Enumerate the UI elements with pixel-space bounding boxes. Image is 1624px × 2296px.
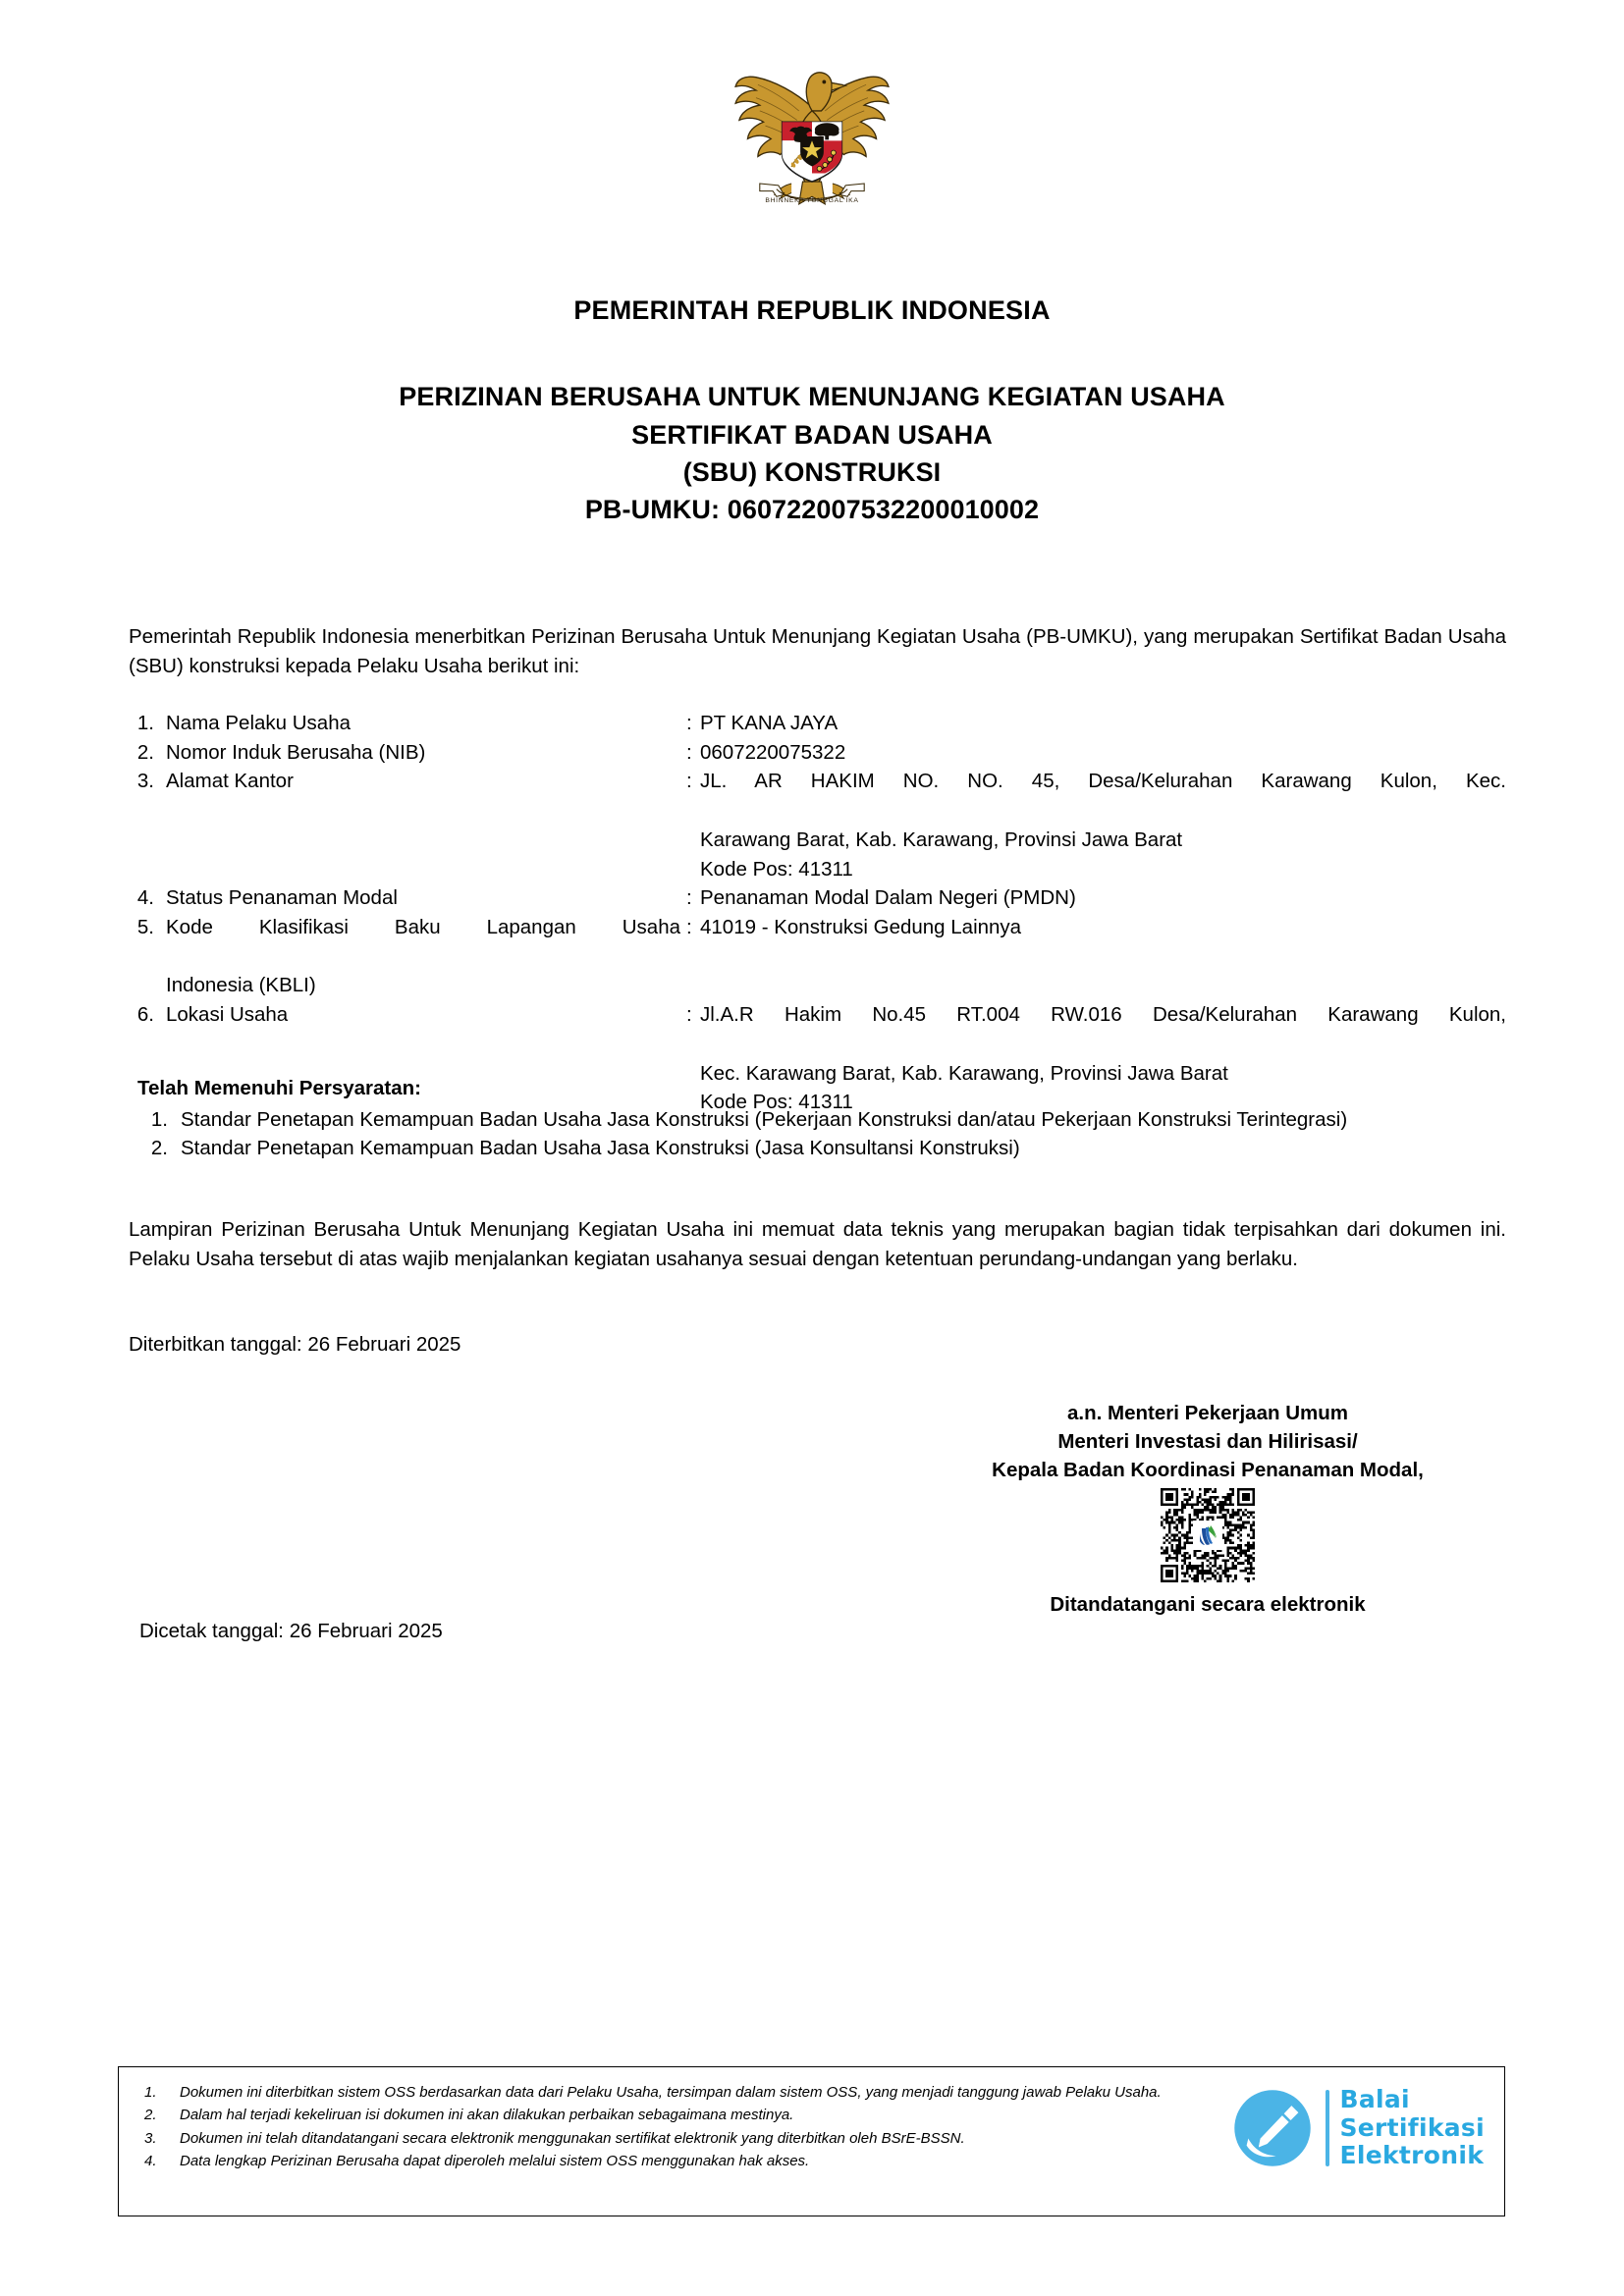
certificate-title (118, 378, 1506, 528)
detail-row-alamat-kantor (129, 767, 1506, 883)
bsre-logo (1229, 2085, 1485, 2171)
detail-number: 2. (136, 740, 154, 764)
detail-row-nib (129, 738, 1506, 768)
requirements-block (137, 1074, 1506, 1163)
emblem-motto: BHINNEKA TUNGGAL IKA (765, 197, 859, 204)
detail-label: Alamat Kantor (166, 770, 294, 793)
requirement-item (137, 1105, 1506, 1135)
detail-value-line: JL. AR HAKIM NO. NO. 45, Desa/Kelurahan Karawang Kulon, Kec. (700, 770, 1506, 793)
detail-value (700, 913, 1506, 942)
footer-note (136, 2150, 1226, 2172)
detail-row-nama-pelaku-usaha (129, 709, 1506, 738)
signature-line-2: Menteri Investasi dan Hilirisasi/ (1057, 1430, 1358, 1454)
detail-value (700, 883, 1506, 913)
oss-logo-icon (1193, 1521, 1222, 1550)
detail-value-line: Kode Pos: 41311 (700, 857, 853, 881)
detail-colon: : (686, 770, 692, 793)
detail-value-line: PT KANA JAYA (700, 712, 839, 734)
footer-note-text: Dokumen ini diterbitkan sistem OSS berdasarkan data dari Pelaku Usaha, tersimpan dalam sistem OSS, yang menjadi tanggung jawab Pelaku Usaha. (180, 2084, 1162, 2101)
bsre-divider (1326, 2090, 1329, 2166)
detail-label: Status Penanaman Modal (166, 886, 398, 910)
detail-value-line: Kec. Karawang Barat, Kab. Karawang, Provinsi Jawa Barat (700, 1061, 1228, 1085)
government-heading: PEMERINTAH REPUBLIK INDONESIA (573, 295, 1051, 325)
footer-note-number: 3. (144, 2129, 157, 2147)
detail-number-empty (129, 971, 166, 1000)
detail-number: 1. (136, 712, 154, 734)
detail-number: 4. (136, 886, 154, 910)
detail-colon: : (686, 916, 692, 939)
requirement-item (137, 1134, 1506, 1163)
detail-row-kbli-continuation (129, 971, 1506, 1000)
footer-note-number: 4. (144, 2152, 157, 2169)
detail-label: Nama Pelaku Usaha (166, 712, 352, 734)
detail-value (700, 767, 1506, 883)
bsre-word-line-1: Balai (1339, 2085, 1410, 2114)
detail-value-line: Karawang Barat, Kab. Karawang, Provinsi Jawa Barat (700, 828, 1183, 851)
qr-center-logo (1193, 1521, 1222, 1550)
intro-paragraph: Pemerintah Republik Indonesia menerbitkan Perizinan Berusaha Untuk Menunjang Kegiatan Usaha (PB-UMKU), yang merupakan Sertifikat Badan Usaha (SBU) konstruksi kepada Pelaku Usaha berikut ini: (129, 625, 1506, 678)
detail-colon: : (686, 1003, 692, 1027)
pb-umku-number: PB-UMKU: 060722007532200010002 (584, 495, 1040, 525)
detail-number: 3. (136, 770, 154, 793)
signature-qr-code[interactable] (1161, 1488, 1255, 1582)
footer-note-text: Dokumen ini telah ditandatangani secara elektronik menggunakan sertifikat elektronik yang diterbitkan oleh BSrE-BSSN. (180, 2129, 965, 2147)
garuda-pancasila-emblem (719, 43, 905, 212)
emblem-container (0, 43, 1624, 212)
detail-value-line: 41019 - Konstruksi Gedung Lainnya (700, 916, 1022, 939)
business-details-list (129, 709, 1506, 1117)
detail-number: 6. (136, 1003, 154, 1027)
signature-line-1: a.n. Menteri Pekerjaan Umum (1067, 1402, 1348, 1424)
footer-disclaimer-box (118, 2066, 1505, 2216)
detail-value-line: Jl.A.R Hakim No.45 RT.004 RW.016 Desa/Kelurahan Karawang Kulon, (700, 1003, 1506, 1027)
certificate-title-line-2: SERTIFIKAT BADAN USAHA (631, 419, 993, 450)
footer-note-text: Data lengkap Perizinan Berusaha dapat diperoleh melalui sistem OSS menggunakan hak akses. (180, 2152, 810, 2169)
bsre-wordmark (1339, 2086, 1485, 2170)
requirement-text: Standar Penetapan Kemampuan Badan Usaha Jasa Konstruksi (Jasa Konsultansi Konstruksi) (181, 1137, 1020, 1160)
requirement-number: 1. (150, 1107, 168, 1131)
detail-value-line: Kode Pos: 41311 (700, 1091, 853, 1114)
issued-date: Diterbitkan tanggal: 26 Februari 2025 (129, 1333, 461, 1356)
footer-notes-list (136, 2081, 1226, 2172)
detail-value-line: 0607220075322 (700, 740, 846, 764)
footer-note (136, 2081, 1226, 2104)
bsre-word-line-2: Sertifikasi (1339, 2112, 1485, 2142)
signature-caption: Ditandatangani secara elektronik (1050, 1593, 1366, 1617)
bsre-pen-circle-icon (1229, 2085, 1316, 2171)
detail-colon: : (686, 740, 692, 764)
detail-value (700, 709, 1506, 738)
detail-value (700, 738, 1506, 768)
footer-note (136, 2127, 1226, 2150)
detail-number: 5. (136, 916, 154, 939)
detail-row-status-penanaman-modal (129, 883, 1506, 913)
detail-label-line-2: Indonesia (KBLI) (166, 974, 316, 997)
footer-note-number: 2. (144, 2107, 157, 2124)
detail-colon: : (686, 886, 692, 910)
requirement-number: 2. (150, 1137, 168, 1160)
closing-paragraph: Lampiran Perizinan Berusaha Untuk Menunjang Kegiatan Usaha ini memuat data teknis yang merupakan bagian tidak terpisahkan dari dokumen ini. Pelaku Usaha tersebut di atas wajib menjalankan kegiatan usahanya sesuai dengan ketentuan perundang-undangan yang berlaku. (129, 1218, 1506, 1271)
footer-note (136, 2104, 1226, 2126)
bsre-word-line-3: Elektronik (1339, 2141, 1485, 2170)
detail-label: Nomor Induk Berusaha (NIB) (166, 740, 426, 764)
printed-date: Dicetak tanggal: 26 Februari 2025 (139, 1620, 443, 1642)
footer-note-text: Dalam hal terjadi kekeliruan isi dokumen ini akan dilakukan perbaikan sebagaimana mestinya. (180, 2107, 794, 2124)
detail-label: Kode Klasifikasi Baku Lapangan Usaha (166, 916, 680, 939)
title-block (118, 294, 1506, 529)
signature-block (943, 1399, 1473, 1619)
certificate-title-line-1: PERIZINAN BERUSAHA UNTUK MENUNJANG KEGIATAN USAHA (399, 382, 1225, 412)
detail-value-line: Penanaman Modal Dalam Negeri (PMDN) (700, 886, 1076, 910)
requirements-heading: Telah Memenuhi Persyaratan: (137, 1077, 421, 1099)
detail-row-kbli (129, 913, 1506, 971)
certificate-title-line-3: (SBU) KONSTRUKSI (682, 457, 942, 488)
detail-colon: : (686, 712, 692, 734)
requirement-text: Standar Penetapan Kemampuan Badan Usaha Jasa Konstruksi (Pekerjaan Konstruksi dan/atau Pekerjaan Konstruksi Terintegrasi) (181, 1107, 1348, 1131)
footer-note-number: 1. (144, 2084, 157, 2101)
signature-line-3: Kepala Badan Koordinasi Penanaman Modal, (992, 1459, 1424, 1482)
detail-label: Lokasi Usaha (166, 1003, 289, 1027)
